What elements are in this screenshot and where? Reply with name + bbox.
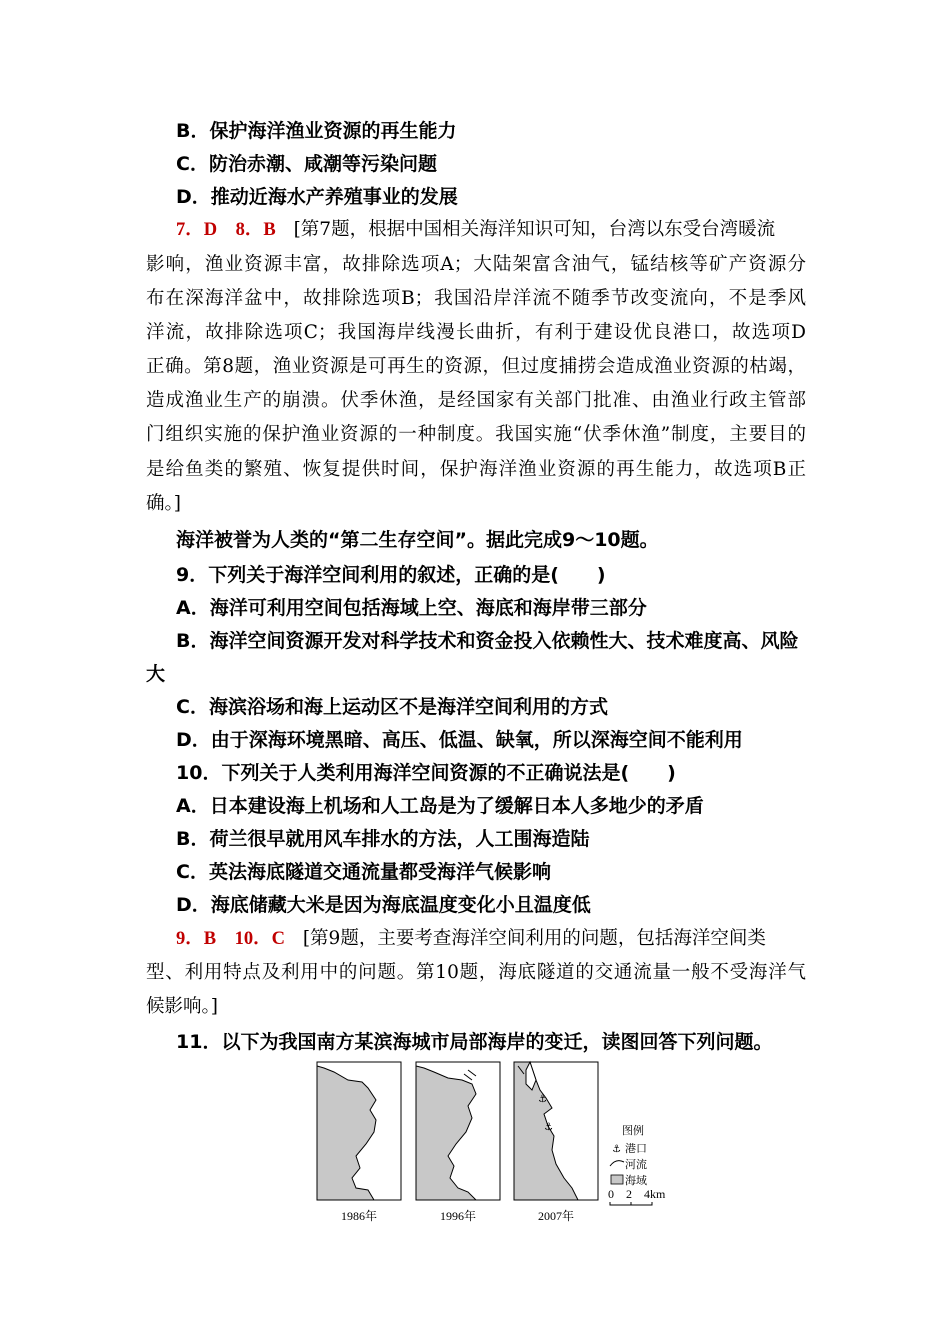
q10-option-d: D．海底储藏大米是因为海底温度变化小且温度低 [176,894,591,916]
coastline-maps-figure [316,1060,676,1228]
answer-7-8-text: [第7题，根据中国相关海洋知识可知，台湾以东受台湾暖流 [293,219,776,240]
q8-option-d: D．推动近海水产养殖事业的发展 [176,186,458,208]
legend-port-label: 港口 [625,1142,647,1155]
answer-9-10-label: 9．B 10．C [176,929,285,949]
answer-9-10-text: [第9题，主要考查海洋空间利用的问题，包括海洋空间类 [302,928,766,949]
year-label-1996: 1996年 [439,1209,477,1223]
legend-title: 图例 [622,1124,644,1137]
map-1996 [416,1062,500,1200]
answer-7-8-line: 布在深海洋盆中，故排除选项B；我国沿岸洋流不随季节改变流向，不是季风 [146,288,806,309]
answer-7-8-line: 正确。第8题，渔业资源是可再生的资源，但过度捕捞会造成渔业资源的枯竭， [146,356,806,377]
answer-7-8-label: 7．D 8．B [176,220,276,240]
answer-7-8-line: 门组织实施的保护渔业资源的一种制度。我国实施“伏季休渔”制度，主要目的 [146,424,806,445]
answer-7-8-line: 洋流，故排除选项C；我国海岸线漫长曲折，有利于建设优良港口，故选项D [146,322,806,343]
legend-sea-label: 海域 [625,1174,647,1187]
year-label-1986: 1986年 [340,1209,378,1223]
legend-river-icon [610,1161,624,1166]
legend-port-icon: ⚓ [612,1144,621,1155]
port-icon: ⚓ [538,1094,547,1105]
answer-7-8-line: 造成渔业生产的崩溃。伏季休渔，是经国家有关部门批准、由渔业行政主管部 [146,390,806,411]
map-1986 [317,1062,401,1200]
legend-sea-swatch [611,1175,623,1184]
scale-label: 0 2 4km [608,1187,666,1201]
q10-option-c: C．英法海底隧道交通流量都受海洋气候影响 [176,861,551,883]
q8-option-b: B．保护海洋渔业资源的再生能力 [176,120,457,142]
q9-option-b-continued: 大 [146,663,166,685]
q9-stem: 9．下列关于海洋空间利用的叙述，正确的是( ) [176,564,606,586]
answer-9-10-line: 型、利用特点及利用中的问题。第10题，海底隧道的交通流量一般不受海洋气 [146,962,806,983]
q9-option-b: B．海洋空间资源开发对科学技术和资金投入依赖性大、技术难度高、风险 [176,630,799,652]
answer-7-8-line: 确。] [146,493,181,514]
answer-9-10-first-line [176,924,766,950]
intro-9-10: 海洋被誉为人类的“第二生存空间”。据此完成9～10题。 [176,529,659,551]
q8-option-c: C．防治赤潮、咸潮等污染问题 [176,153,437,175]
legend-river-label: 河流 [625,1158,647,1171]
q9-option-a: A．海洋可利用空间包括海域上空、海底和海岸带三部分 [176,597,647,619]
q10-stem: 10．下列关于人类利用海洋空间资源的不正确说法是( ) [176,762,676,784]
scale-bar [610,1202,652,1205]
answer-7-8-line: 是给鱼类的繁殖、恢复提供时间，保护海洋渔业资源的再生能力，故选项B正 [146,459,806,480]
q9-option-c: C．海滨浴场和海上运动区不是海洋空间利用的方式 [176,696,608,718]
answer-7-8-line: 影响，渔业资源丰富，故排除选项A；大陆架富含油气，锰结核等矿产资源分 [146,254,806,275]
q9-option-d: D．由于深海环境黑暗、高压、低温、缺氧，所以深海空间不能利用 [176,729,743,751]
map-2007 [514,1062,598,1200]
answer-9-10-line: 候影响。] [146,996,218,1017]
answer-7-8-first-line [176,215,775,241]
legend [608,1123,666,1205]
year-label-2007: 2007年 [537,1209,575,1223]
q10-option-b: B．荷兰很早就用风车排水的方法，人工围海造陆 [176,828,590,850]
q11-stem: 11．以下为我国南方某滨海城市局部海岸的变迁，读图回答下列问题。 [176,1031,773,1053]
q10-option-a: A．日本建设海上机场和人工岛是为了缓解日本人多地少的矛盾 [176,795,704,817]
port-icon: ⚓ [544,1122,553,1133]
